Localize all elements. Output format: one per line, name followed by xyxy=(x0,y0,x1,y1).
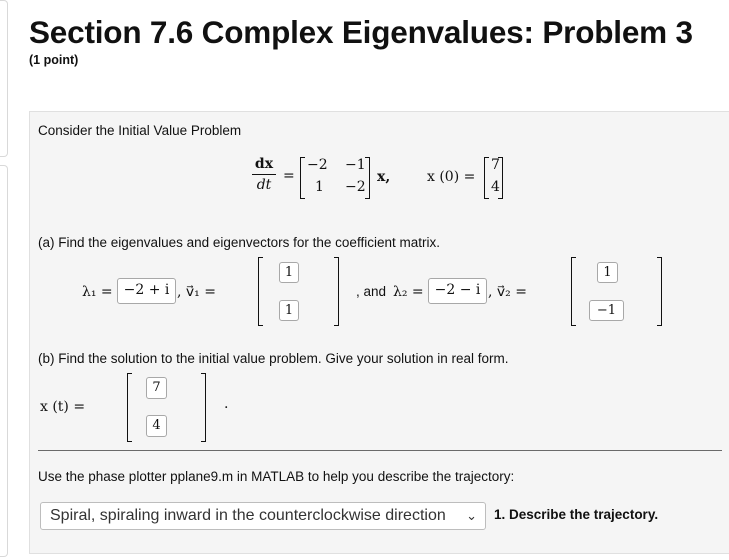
derivative-fraction xyxy=(252,156,276,193)
matrix-right-bracket xyxy=(365,157,370,199)
ic-value-2: 4 xyxy=(491,179,500,195)
v2-label: , v⃗₂ = xyxy=(488,284,527,300)
matrix-a11: −2 xyxy=(307,157,328,173)
ic-value-1: 7 xyxy=(491,157,500,173)
matrix-a22: −2 xyxy=(345,179,366,195)
matrix-a21: 1 xyxy=(315,179,324,195)
fraction-numerator: dx xyxy=(254,156,274,172)
part-b-prompt: (b) Find the solution to the initial value problem. Give your solution in real form. xyxy=(38,351,509,366)
matrix-left-bracket xyxy=(300,157,305,199)
x-vector-symbol: x, xyxy=(377,169,391,185)
problem-intro: Consider the Initial Value Problem xyxy=(38,123,242,138)
and-text: , and xyxy=(356,284,387,299)
trajectory-selected-value: Spiral, spiraling inward in the counterclockwise direction xyxy=(50,507,446,524)
sidebar-edge-tab[interactable] xyxy=(0,0,8,157)
v1-left-bracket xyxy=(258,257,263,326)
lambda1-input[interactable]: −2 + i xyxy=(117,278,176,304)
initial-condition-label: x (0) = xyxy=(427,169,476,185)
section-divider xyxy=(38,450,722,451)
lambda2-label: λ₂ = xyxy=(393,284,424,300)
matrix-a12: −1 xyxy=(345,157,366,173)
solution-entry-2[interactable]: 4 xyxy=(146,415,167,437)
fraction-denominator: dt xyxy=(256,177,272,193)
equals-sign: = xyxy=(283,168,295,184)
v1-right-bracket xyxy=(334,257,339,326)
v2-entry-2[interactable]: −1 xyxy=(589,300,624,321)
sidebar-edge-tab-lower[interactable] xyxy=(0,165,8,557)
solution-period: . xyxy=(224,396,229,412)
ic-left-bracket xyxy=(484,157,489,199)
v1-label: , v⃗₁ = xyxy=(177,284,216,300)
page-title: Section 7.6 Complex Eigenvalues: Problem 3 xyxy=(29,14,693,50)
trajectory-question-label xyxy=(494,507,658,522)
fraction-bar xyxy=(252,174,276,175)
trajectory-question-text: 1. Describe the trajectory. xyxy=(494,507,659,522)
solution-right-bracket xyxy=(201,373,206,442)
lambda1-label: λ₁ = xyxy=(82,284,113,300)
lambda2-input[interactable]: −2 − i xyxy=(428,278,487,304)
solution-left-bracket xyxy=(127,373,132,442)
part-a-prompt: (a) Find the eigenvalues and eigenvectors for the coefficient matrix. xyxy=(38,235,440,250)
v2-left-bracket xyxy=(571,257,576,326)
v1-entry-2[interactable]: 1 xyxy=(279,300,299,321)
v1-entry-1[interactable]: 1 xyxy=(279,262,299,283)
v2-right-bracket xyxy=(657,257,662,326)
solution-label: x (t) = xyxy=(40,399,86,415)
ic-right-bracket xyxy=(498,157,503,199)
trajectory-select[interactable] xyxy=(40,502,486,530)
v2-entry-1[interactable]: 1 xyxy=(597,262,618,283)
chevron-down-icon: ⌄ xyxy=(466,508,477,523)
phase-prompt: Use the phase plotter pplane9.m in MATLAB to help you describe the trajectory: xyxy=(38,469,515,484)
solution-entry-1[interactable]: 7 xyxy=(146,377,167,399)
points-label: (1 point) xyxy=(29,53,79,67)
